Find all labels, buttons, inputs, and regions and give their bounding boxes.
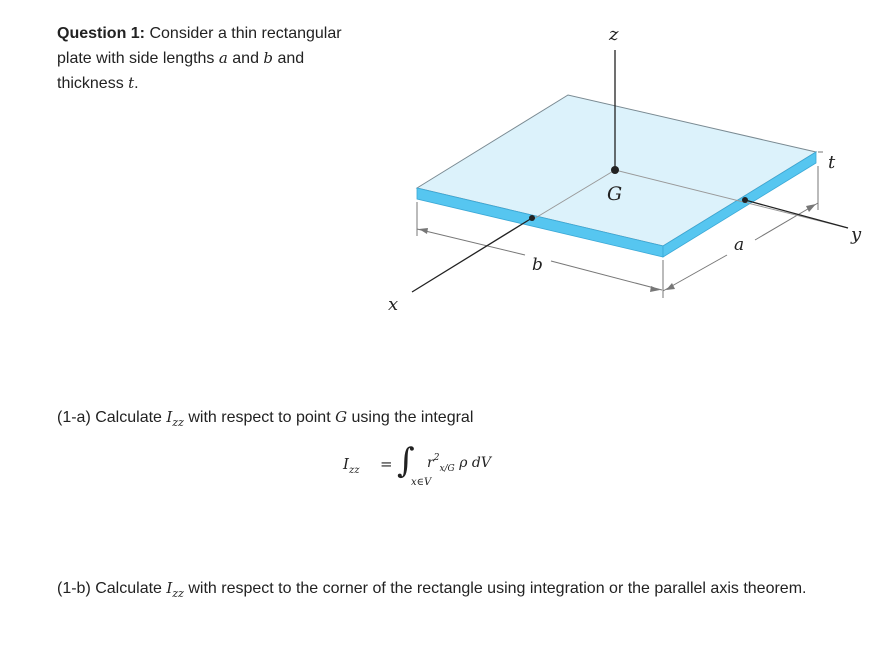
part-b-subscript: zz	[172, 587, 184, 601]
point-edge-b	[529, 215, 535, 221]
x-axis-line	[412, 218, 532, 292]
formula-equals: =	[380, 455, 393, 473]
integrand-subscript: x/G	[439, 464, 455, 474]
part-b-variable: I	[166, 579, 173, 597]
label-a: a	[734, 235, 745, 255]
part-b-text-1: (1-b) Calculate	[57, 580, 167, 597]
part-b-text-2: with respect to the corner of the rectangle using integration or the parallel axis theorem.	[183, 580, 807, 597]
label-z: z	[609, 24, 619, 45]
point-edge-a	[742, 197, 748, 203]
part-a-point: G	[335, 408, 348, 426]
part-a-text-3: using the integral	[347, 409, 474, 426]
integrand-superscript: 2	[433, 453, 440, 463]
variable-t: t	[128, 74, 135, 92]
part-a-text-2: with respect to point	[183, 409, 336, 426]
formula-lhs-symbol: I	[343, 455, 349, 473]
integral-limit: x∈V	[411, 477, 432, 488]
formula-integrand	[427, 453, 491, 474]
question-text-part: .	[134, 75, 139, 92]
integrand-rest: ρ dV	[454, 455, 491, 471]
label-b: b	[532, 255, 543, 275]
part-a-variable: I	[166, 408, 173, 426]
integral-formula	[343, 443, 543, 499]
y-axis-line-outer	[745, 200, 848, 228]
label-y: y	[851, 224, 862, 245]
question-text-part: and thickness	[57, 50, 305, 92]
part-a-text-1: (1-a) Calculate	[57, 409, 167, 426]
part-a-text	[57, 405, 473, 435]
integrand-r: r	[427, 455, 434, 471]
variable-a: a	[218, 49, 228, 67]
label-G: G	[607, 183, 623, 205]
formula-lhs-subscript: zz	[348, 465, 360, 476]
formula-lhs	[343, 455, 359, 476]
integral-symbol: ∫	[397, 441, 415, 481]
question-text-part: and	[227, 50, 264, 67]
part-b-text	[57, 576, 817, 606]
part-a-subscript: zz	[172, 416, 184, 430]
label-x: x	[388, 294, 399, 315]
question-label: Question 1:	[57, 25, 146, 42]
question-text-part: Consider a thin rectangular plate with side lengths	[57, 25, 342, 67]
point-G	[611, 166, 619, 174]
label-t: t	[828, 152, 836, 173]
variable-b: b	[263, 49, 274, 67]
